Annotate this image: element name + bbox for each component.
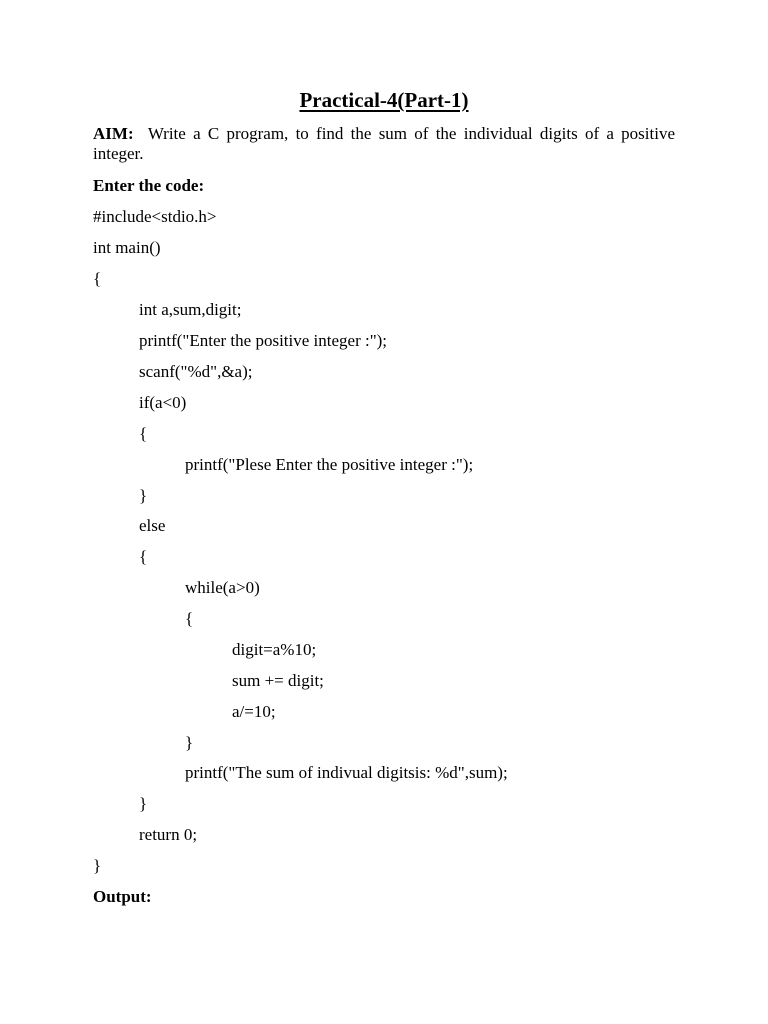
code-heading: Enter the code:	[93, 176, 205, 195]
code-line: scanf("%d",&a);	[139, 362, 253, 381]
code-line: else	[139, 516, 166, 535]
code-line: {	[93, 269, 102, 288]
code-line: #include<stdio.h>	[93, 207, 217, 226]
code-line: int main()	[93, 238, 161, 257]
code-line: if(a<0)	[139, 393, 187, 412]
aim-text: Write a C program, to find the sum of the individual digits of a positive integer.	[93, 124, 675, 163]
code-line: int a,sum,digit;	[139, 300, 242, 319]
code-line: return 0;	[139, 825, 198, 844]
output-heading: Output:	[93, 887, 152, 906]
code-line: printf("Plese Enter the positive integer :");	[185, 455, 474, 474]
aim-paragraph	[93, 124, 675, 164]
code-line: a/=10;	[232, 702, 276, 721]
code-line: {	[139, 424, 148, 443]
code-line: while(a>0)	[185, 578, 260, 597]
code-line: }	[93, 856, 102, 875]
code-line: printf("Enter the positive integer :");	[139, 331, 388, 350]
code-line: }	[185, 733, 194, 752]
page-title: Practical-4(Part-1)	[299, 88, 469, 112]
code-line: {	[139, 547, 148, 566]
code-line: sum += digit;	[232, 671, 324, 690]
code-line: digit=a%10;	[232, 640, 317, 659]
code-line: }	[139, 486, 148, 505]
code-line: }	[139, 794, 148, 813]
aim-label: AIM:	[93, 124, 134, 143]
code-line: printf("The sum of indivual digitsis: %d",sum);	[185, 763, 508, 782]
code-line: {	[185, 609, 194, 628]
